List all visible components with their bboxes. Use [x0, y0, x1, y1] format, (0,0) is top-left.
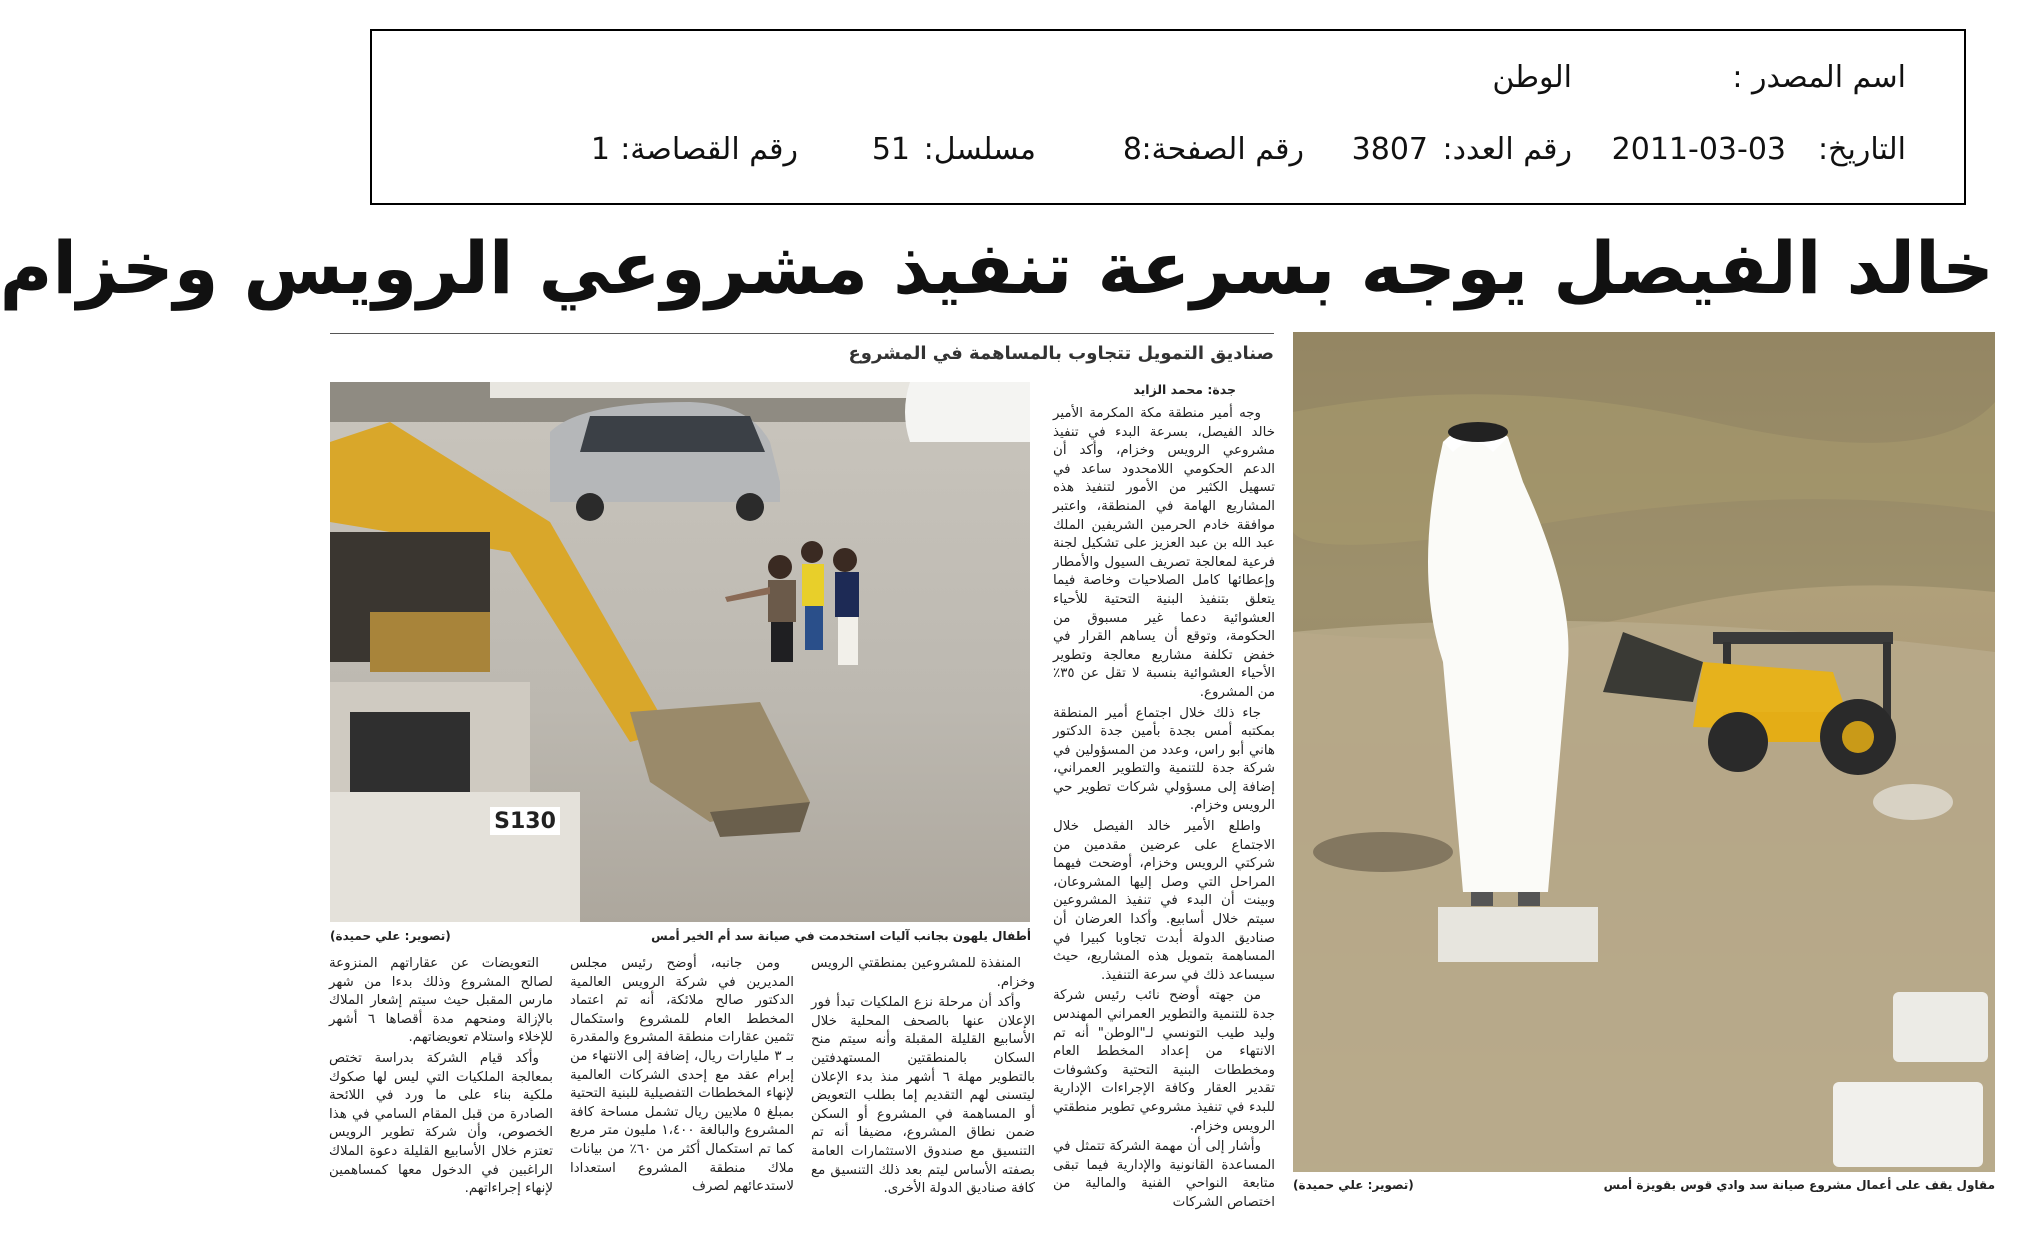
paragraph: ومن جانبه، أوضح رئيس مجلس المديرين في شركة الرويس العالمية الدكتور صالح ملائكة، أنه تم اعتماد المخطط العام للمشروع واستكمال تثمين عقارات منطقة المشروع والمقدرة بـ ٣ مليارات ريال، إضافة إلى الانتهاء من إبرام عقد مع إحدى الشركات العالمية لإنهاء المخططات التفصيلية للبنية التحتية بمبلغ ٥ ملايين ريال تشمل مساحة كافة المشروع والبالغة ١،٤٠٠ مليون متر مربع كما تم استكمال أكثر من ٦٠٪ من بيانات ملاك منطقة المشروع استعدادا لاستدعائهم لصرف — [570, 956, 795, 1195]
photo-left-caption: أطفال يلهون بجانب آليات استخدمت في صيانة سد أم الخير أمس — [651, 929, 1031, 943]
machine-label: S130 — [494, 809, 556, 834]
paragraph: وجه أمير منطقة مكة المكرمة الأمير خالد الفيصل، بسرعة البدء في تنفيذ مشروعي الرويس وخزام، وأكد أن الدعم الحكومي اللامحدود ساعد في تسهيل الكثير من الأمور لتنفيذ هذه المشاريع الهامة في المنطقة، واعتبر موافقة خادم الحرمين الشريفين الملك عبد الله بن عبد العزيز على تشكيل لجنة فرعية لمعالجة تصريف السيول والأمطار وإعطائها كامل الصلاحيات وخاصة فيما يتعلق بتنفيذ البنية التحتية للأحياء العشوائية دعما غير مسبوق من الحكومة، وتوقع أن يساهم القرار في خفض تكلفة مشاريع معالجة وتطوير الأحياء العشوائية بنسبة لا تقل عن ٣٥٪ من المشروع. — [1053, 406, 1275, 700]
paragraph: وأكد قيام الشركة بدراسة تختص بمعالجة الملكيات التي ليس لها صكوك ملكية بناء على ما ورد في اللائحة الصادرة من قبل المقام السامي في هذا الخصوص، وأن شركة تطوير الرويس تعتزم خلال الأسابيع القليلة دعوة الملاك الراغبين في الدخول معها كمساهمين لإنهاء إجراءاتهم. — [329, 1050, 553, 1197]
clip-label: رقم القصاصة: — [620, 132, 798, 167]
photo-contractor-illustration — [1293, 332, 1995, 1172]
issue-value: 3807 — [1351, 132, 1428, 167]
paragraph: وأكد أن مرحلة نزع الملكيات تبدأ فور الإعلان عنها بالصحف المحلية خلال الأسابيع القليلة المقبلة وأنه سيتم منح السكان بالمنطقتين المستهدفتين بالتطوير مهلة ٦ أشهر منذ بدء الإعلان ليتسنى لهم التقديم إما بطلب التعويض أو المساهمة في المشروع أو السكن ضمن نطاق المشروع، مضيفا أنه تم التنسيق مع صندوق الاستثمارات العامة بصفته الأساس ليتم بعد ذلك التنسيق مع كافة صناديق الدولة الأخرى. — [811, 995, 1035, 1197]
source-value: الوطن — [1492, 60, 1572, 95]
paragraph: التعويضات عن عقاراتهم المنزوعة لصالح المشروع وذلك بدءا من شهر مارس المقبل حيث سيتم إشعار الملاك بالإزالة ومنحهم مدة أقصاها ٦ أشهر للإخلاء واستلام تعويضاتهم. — [329, 956, 553, 1046]
headline: خالد الفيصل يوجه بسرعة تنفيذ مشروعي الرويس وخزام — [0, 226, 1994, 310]
serial-label: مسلسل: — [923, 132, 1036, 167]
children-figures — [725, 541, 859, 665]
article-column-3 — [570, 955, 794, 1195]
photo-contractor — [1293, 332, 1995, 1172]
paragraph: واطلع الأمير خالد الفيصل خلال الاجتماع على عرضين مقدمين من شركتي الرويس وخزام، أوضحت فيهما المراحل التي وصل إليها المشروعان، وبينت أن البدء في تنفيذ المشروعين سيتم خلال أسابيع. وأكدا العرضان أن صناديق الدولة أبدت تجاوبا كبيرا في المساهمة بتمويل هذه المشاريع، حيث سيساعد ذلك في سرعة التنفيذ. — [1053, 819, 1275, 983]
page-label: رقم الصفحة: — [1141, 132, 1304, 167]
article-column-1 — [1053, 405, 1275, 1210]
article-column-2 — [811, 955, 1035, 1195]
clip-value: 1 — [590, 132, 610, 167]
issue-label: رقم العدد: — [1442, 132, 1572, 167]
paragraph: المنفذة للمشروعين بمنطقتي الرويس وخزام. — [811, 956, 1035, 990]
page-value: 8 — [1122, 132, 1142, 167]
paragraph: من جهته أوضح نائب رئيس شركة جدة للتنمية والتطوير العمراني المهندس وليد طيب التونسي لـ"الوطن" أنه تم الانتهاء من إعداد المخطط العام ومخططات البنية التحتية وكشوفات تقدير العقار وكافة الإجراءات الإدارية للبدء في تنفيذ مشروعي تطوير منطقتي الرويس وخزام. — [1053, 988, 1275, 1134]
paragraph: وأشار إلى أن مهمة الشركة تتمثل في المساعدة القانونية والإدارية فيما تبقى متابعة النواحي الفنية والمالية من اختصاص الشركات — [1053, 1139, 1275, 1210]
photo-children-illustration — [330, 382, 1030, 922]
article-column-4 — [329, 955, 553, 1195]
photo-right-caption: مقاول يقف على أعمال مشروع صيانة سد وادي قوس بقويزة أمس — [1603, 1178, 1995, 1192]
source-label: اسم المصدر : — [1732, 60, 1906, 95]
photo-right-credit: (تصوير: علي حميدة) — [1293, 1178, 1414, 1192]
van-shape — [550, 402, 780, 521]
paragraph: جاء ذلك خلال اجتماع أمير المنطقة بمكتبه أمس بجدة بأمين جدة الدكتور هاني أبو راس، وعدد من المسؤولين في شركة جدة للتنمية والتطوير العمراني، إضافة إلى مسؤولي شركات تطوير حي الرويس وخزام. — [1053, 705, 1275, 814]
subhead-rule — [330, 333, 1274, 334]
subheadline: صناديق التمويل تتجاوب بالمساهمة في المشروع — [848, 343, 1274, 364]
date-value: 2011-03-03 — [1611, 132, 1786, 167]
serial-value: 51 — [871, 132, 910, 167]
date-label: التاريخ: — [1818, 132, 1906, 167]
photo-left-credit: (تصوير: علي حميدة) — [330, 929, 451, 943]
source-info-box — [370, 29, 1966, 205]
byline: جدة: محمد الزايد — [1133, 382, 1236, 397]
photo-children — [330, 382, 1030, 922]
